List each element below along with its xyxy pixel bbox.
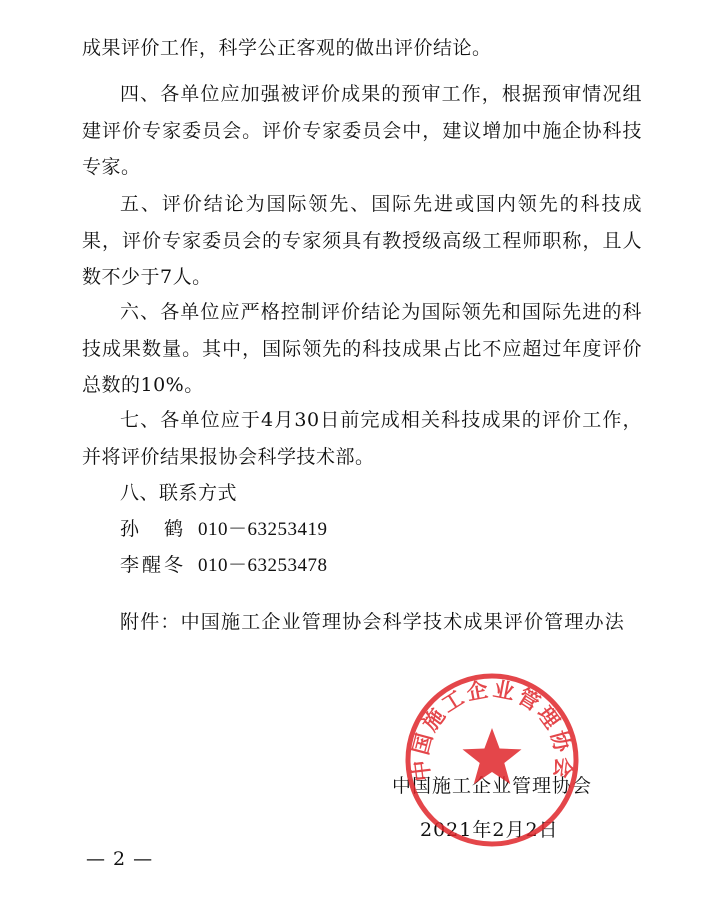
paragraph-item-6: 六、各单位应严格控制评价结论为国际领先和国际先进的科技成果数量。其中，国际领先的科技成果占比不应超过年度评价总数的10%。 <box>82 301 642 396</box>
issue-date: 2021年2月2日 <box>420 819 559 841</box>
paragraph-item-4: 四、各单位应加强被评价成果的预审工作，根据预审情况组建评价专家委员会。评价专家委员会中，建议增加中施企协科技专家。 <box>82 83 642 178</box>
official-seal <box>402 670 582 850</box>
page-number: — 2 — <box>86 848 154 870</box>
contact-row <box>120 547 328 584</box>
issuer-name: 中国施工企业管理协会 <box>392 775 593 797</box>
contact-phone: 010－63253478 <box>198 555 328 576</box>
paragraph-continuation: 成果评价工作，科学公正客观的做出评价结论。 <box>82 37 492 59</box>
contact-row <box>120 511 328 548</box>
seal-text: 中国施工企业管理协会 <box>407 675 577 783</box>
star-icon <box>463 728 522 784</box>
contact-name: 孙 鹤 <box>120 518 187 540</box>
paragraph-item-5: 五、评价结论为国际领先、国际先进或国内领先的科技成果，评价专家委员会的专家须具有教授级高级工程师职称，且人数不少于7人。 <box>82 193 642 288</box>
contact-phone: 010－63253419 <box>198 519 328 540</box>
contact-name: 李醒冬 <box>120 554 187 576</box>
paragraph-item-7: 七、各单位应于4月30日前完成相关科技成果的评价工作，并将评价结果报协会科学技术部。 <box>82 409 642 468</box>
attachment-note: 附件：中国施工企业管理协会科学技术成果评价管理办法 <box>120 611 626 633</box>
paragraph-item-8: 八、联系方式 <box>120 482 238 504</box>
